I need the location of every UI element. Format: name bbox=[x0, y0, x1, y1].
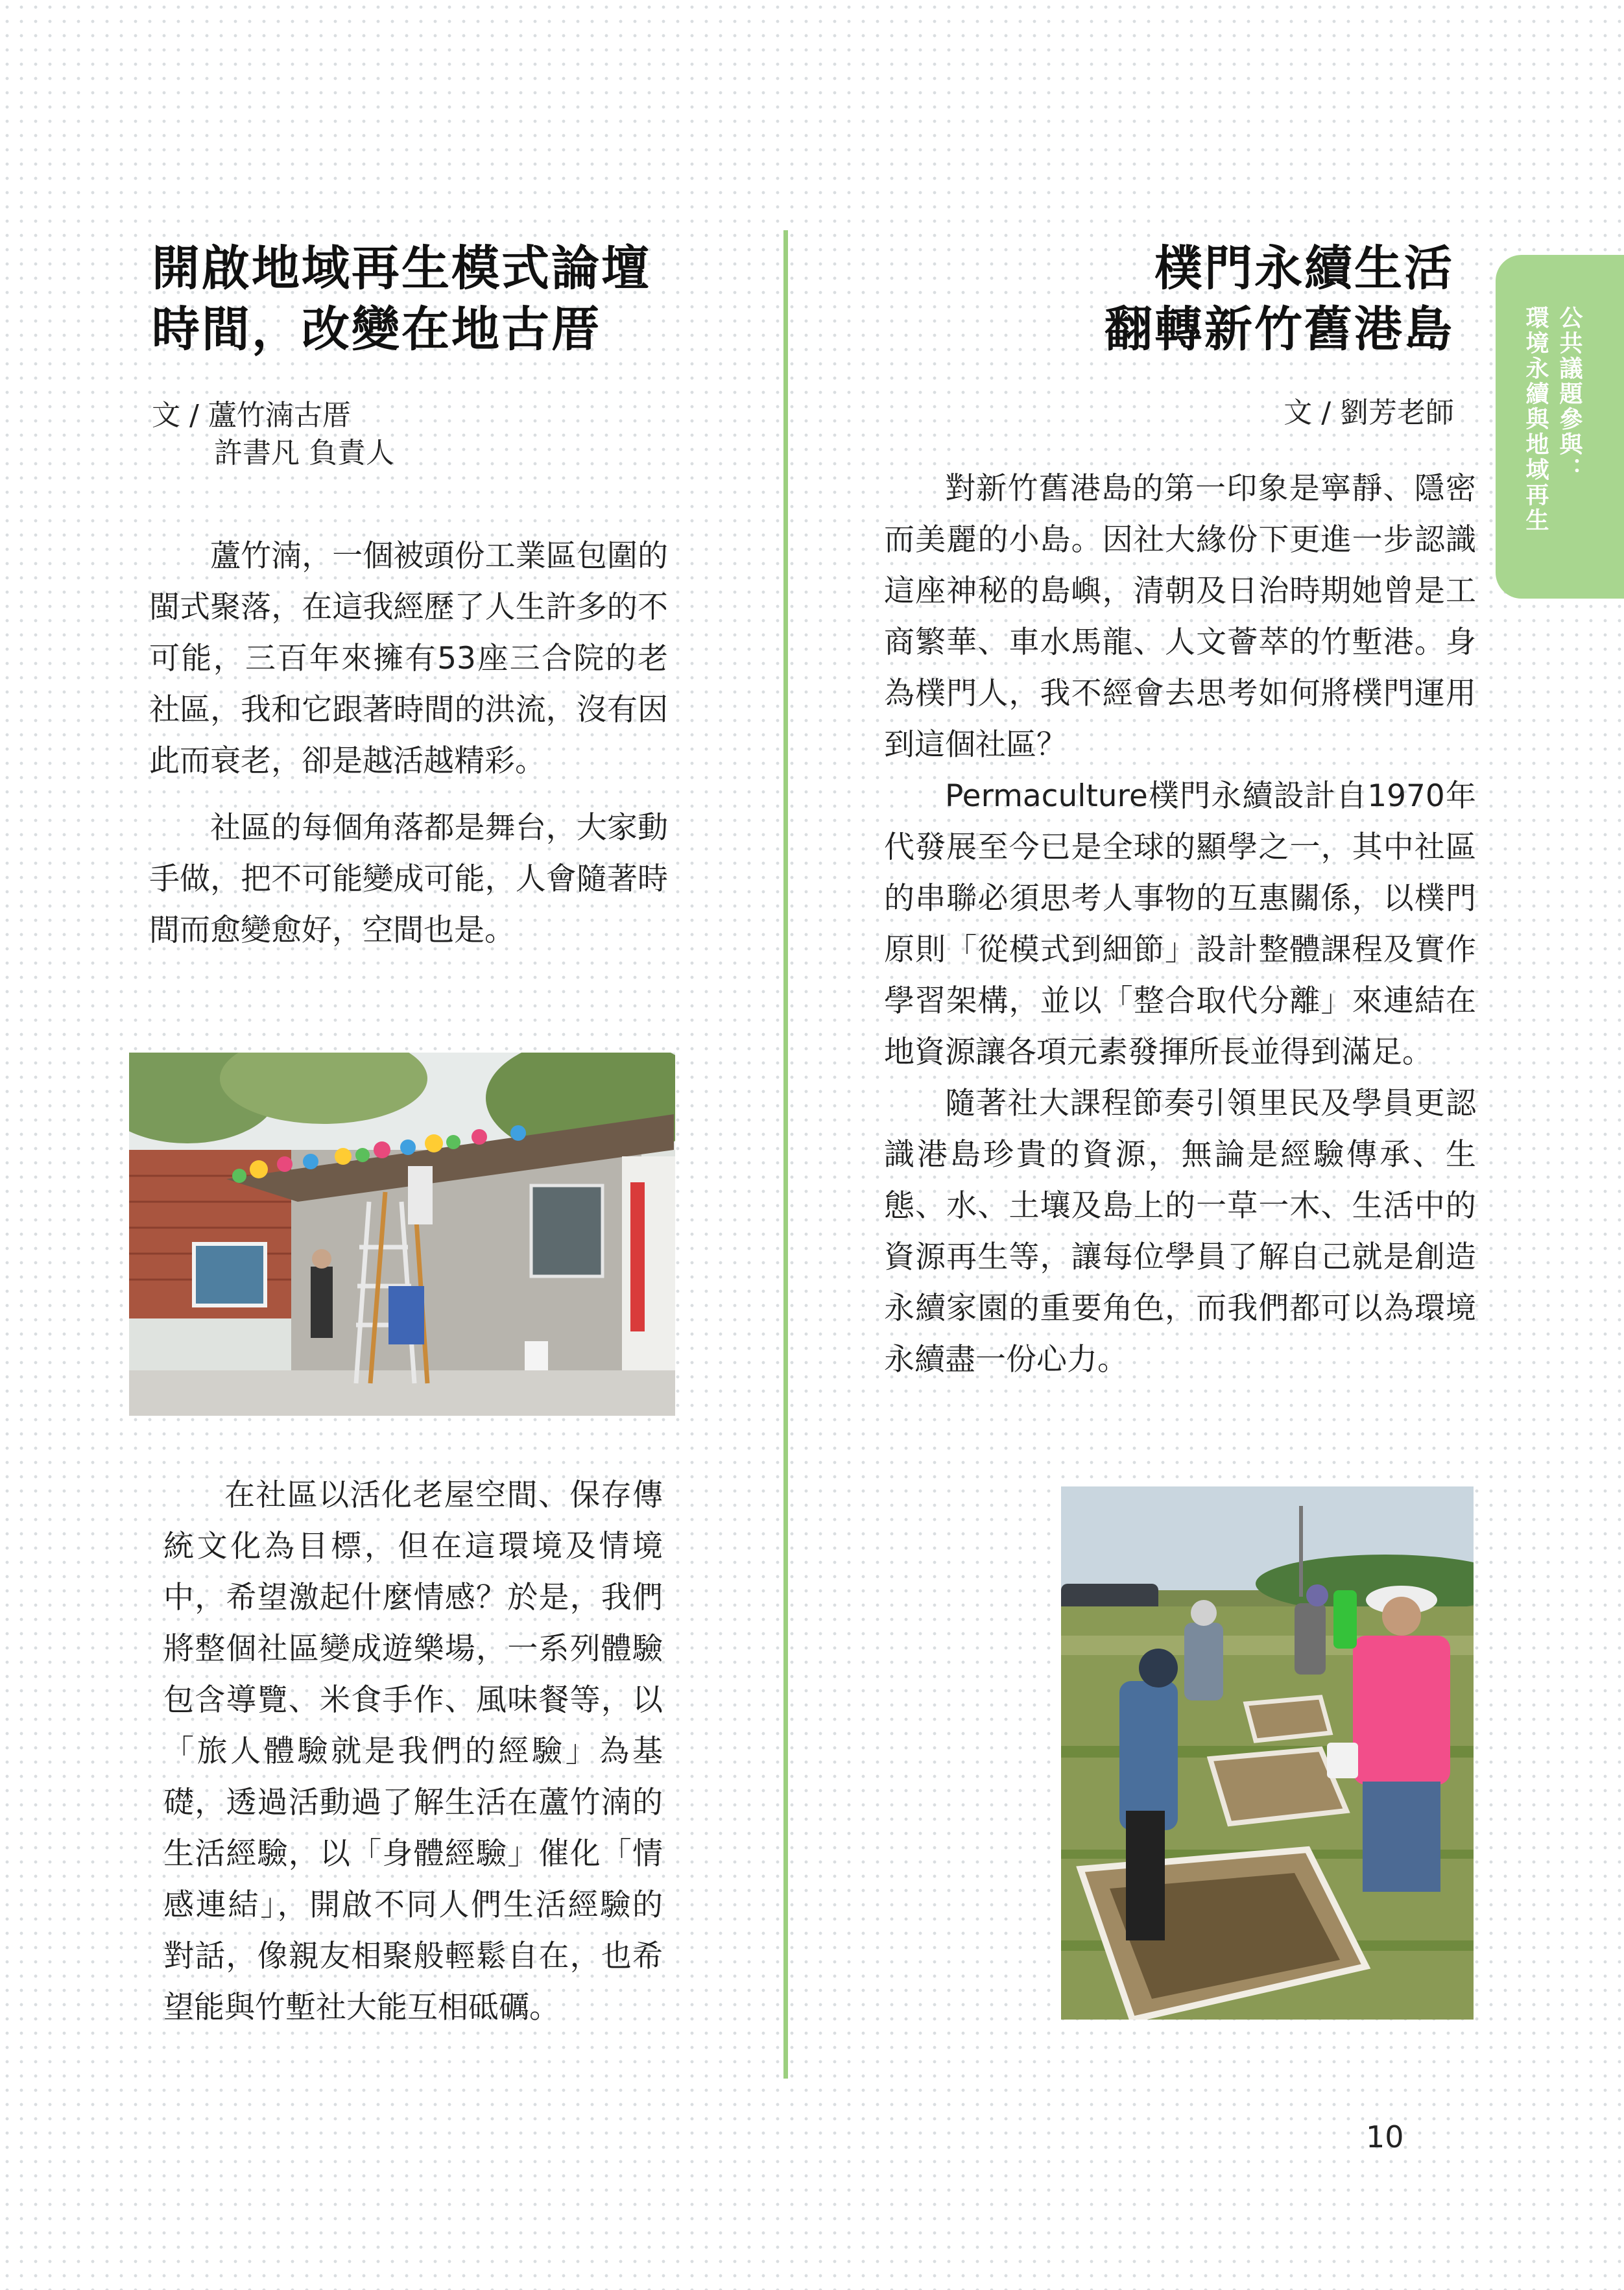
left-byline-line-2: 許書凡 負責人 bbox=[214, 436, 394, 470]
side-tab-line-2: 環境永續與地域再生 bbox=[1522, 305, 1549, 533]
section-side-tab bbox=[1496, 255, 1624, 599]
left-article-byline bbox=[152, 397, 394, 472]
right-article-byline bbox=[1284, 394, 1454, 432]
left-byline-line-1: 文 / 蘆竹湳古厝 bbox=[152, 399, 351, 432]
right-article-body bbox=[884, 463, 1476, 1385]
page-number: 10 bbox=[1366, 2119, 1404, 2154]
left-article-body-top bbox=[149, 531, 668, 956]
left-article-title bbox=[152, 238, 651, 360]
left-title-line-2: 時間，改變在地古厝 bbox=[152, 302, 601, 357]
garden-workshop-photo bbox=[1061, 1486, 1474, 2020]
right-paragraph-2: Permaculture樸門永續設計自1970年代發展至今已是全球的顯學之一，其中社區的串聯必須思考人事物的互惠關係，以樸門原則「從模式到細節」設計整體課程及實作學習架構，並以「整合取代分離」來連結在地資源讓各項元素發揮所長並得到滿足。 bbox=[884, 778, 1476, 1070]
right-byline-text: 文 / 劉芳老師 bbox=[1284, 396, 1454, 429]
left-paragraph-1: 蘆竹湳，一個被頭份工業區包圍的閩式聚落，在這我經歷了人生許多的不可能，三百年來擁有53座三合院的老社區，我和它跟著時間的洪流，沒有因此而衰老，卻是越活越精彩。 bbox=[149, 538, 668, 779]
old-house-workshop-photo bbox=[129, 1053, 675, 1416]
side-tab-line-1: 公共議題參與： bbox=[1556, 305, 1582, 483]
right-paragraph-3: 隨著社大課程節奏引領里民及學員更認識港島珍貴的資源，無論是經驗傳承、生態、水、土壤及島上的一草一木、生活中的資源再生等，讓每位學員了解自己就是創造永續家園的重要角色，而我們都可以為環境永續盡一份心力。 bbox=[884, 1086, 1476, 1378]
left-title-line-1: 開啟地域再生模式論壇 bbox=[152, 241, 651, 296]
left-article-body-bottom bbox=[163, 1470, 663, 2033]
left-paragraph-3: 在社區以活化老屋空間、保存傳統文化為目標，但在這環境及情境中，希望激起什麼情感？於是，我們將整個社區變成遊樂場，一系列體驗包含導覽、米食手作、風味餐等，以「旅人體驗就是我們的經驗」為基礎，透過活動過了解生活在蘆竹湳的生活經驗，以「身體經驗」催化「情感連結」，開啟不同人們生活經驗的對話，像親友相聚般輕鬆自在，也希望能與竹塹社大能互相砥礪。 bbox=[163, 1477, 663, 2025]
right-article-title bbox=[1105, 238, 1454, 360]
right-title-line-1: 樸門永續生活 bbox=[1154, 241, 1454, 296]
right-paragraph-1: 對新竹舊港島的第一印象是寧靜、隱密而美麗的小島。因社大緣份下更進一步認識這座神秘的島嶼，清朝及日治時期她曾是工商繁華、車水馬龍、人文薈萃的竹塹港。身為樸門人，我不經會去思考如何將樸門運用到這個社區？ bbox=[884, 471, 1476, 763]
right-title-line-2: 翻轉新竹舊港島 bbox=[1105, 302, 1454, 357]
column-divider bbox=[783, 230, 788, 2079]
left-paragraph-2: 社區的每個角落都是舞台，大家動手做，把不可能變成可能，人會隨著時間而愈變愈好，空間也是。 bbox=[149, 810, 668, 948]
